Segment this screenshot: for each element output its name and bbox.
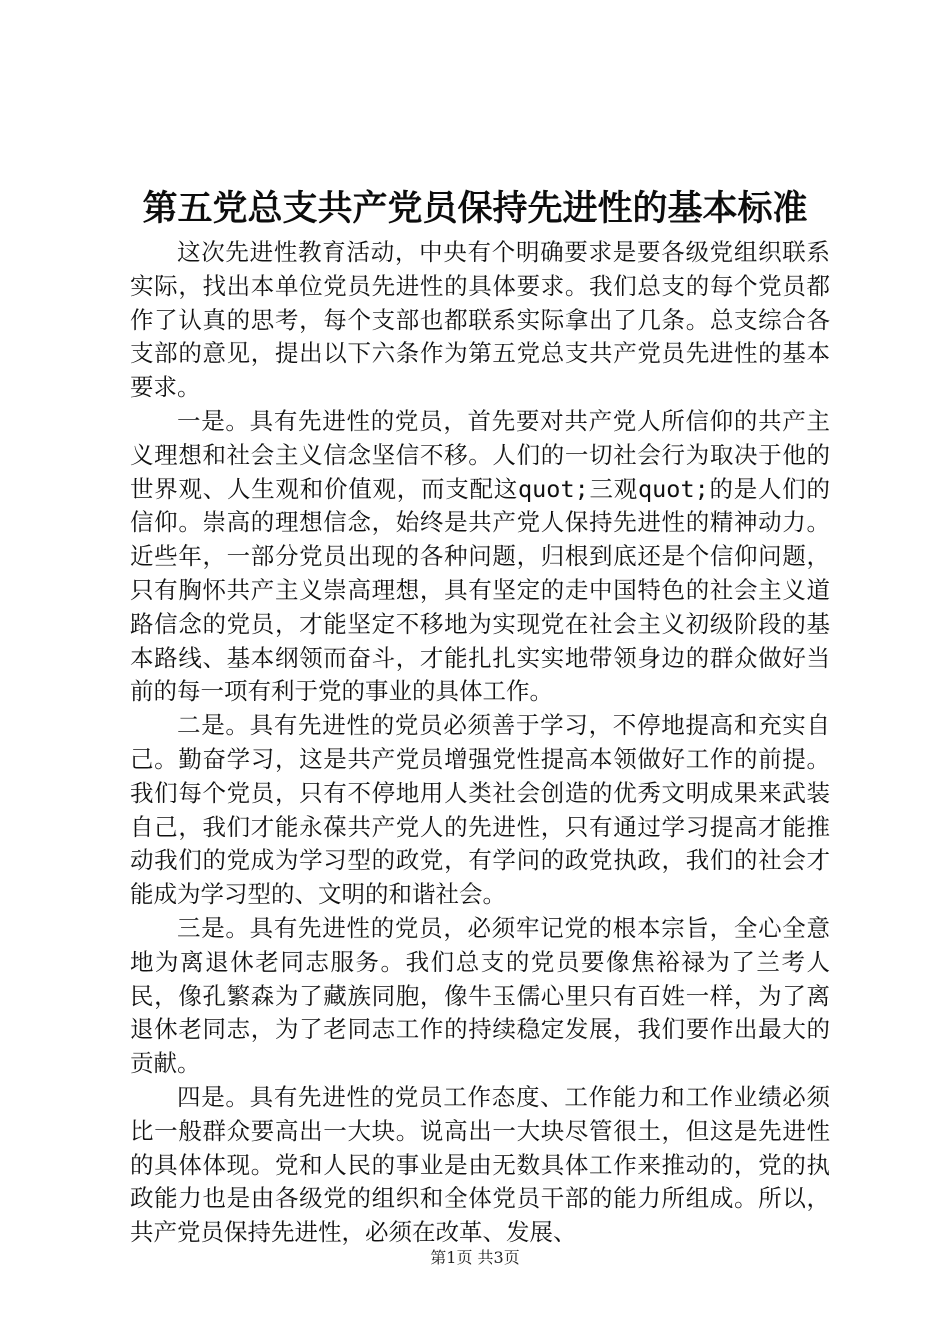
paragraph-point-3: 三是。具有先进性的党员，必须牢记党的根本宗旨，全心全意地为离退休老同志服务。我们总支的党员要像焦裕禄为了兰考人民，像孔繁森为了藏族同胞，像牛玉儒心里只有百姓一样，为了离退休老同志，为了老同志工作的持续稳定发展，我们要作出最大的贡献。 bbox=[130, 913, 830, 1078]
document-body bbox=[130, 236, 830, 1250]
paragraph-point-1: 一是。具有先进性的党员，首先要对共产党人所信仰的共产主义理想和社会主义信念坚信不移。人们的一切社会行为取决于他的世界观、人生观和价值观，而支配这quot;三观quot;的是人们的信仰。崇高的理想信念，始终是共产党人保持先进性的精神动力。近些年，一部分党员出现的各种问题，归根到底还是个信仰问题，只有胸怀共产主义崇高理想，具有坚定的走中国特色的社会主义道路信念的党员，才能坚定不移地为实现党在社会主义初级阶段的基本路线、基本纲领而奋斗，才能扎扎实实地带领身边的群众做好当前的每一项有利于党的事业的具体工作。 bbox=[130, 406, 830, 706]
paragraph-intro: 这次先进性教育活动，中央有个明确要求是要各级党组织联系实际，找出本单位党员先进性的具体要求。我们总支的每个党员都作了认真的思考，每个支部也都联系实际拿出了几条。总支综合各支部的意见，提出以下六条作为第五党总支共产党员先进性的基本要求。 bbox=[130, 238, 830, 402]
paragraph-point-4: 四是。具有先进性的党员工作态度、工作能力和工作业绩必须比一般群众要高出一大块。说高出一大块尽管很土，但这是先进性的具体体现。党和人民的事业是由无数具体工作来推动的，党的执政能力也是由各级党的组织和全体党员干部的能力所组成。所以，共产党员保持先进性，必须在改革、发展、 bbox=[130, 1082, 830, 1247]
paragraph-point-2: 二是。具有先进性的党员必须善于学习，不停地提高和充实自己。勤奋学习，这是共产党员增强党性提高本领做好工作的前提。我们每个党员，只有不停地用人类社会创造的优秀文明成果来武装自己，我们才能永葆共产党人的先进性，只有通过学习提高才能推动我们的党成为学习型的政党，有学问的政党执政，我们的社会才能成为学习型的、文明的和谐社会。 bbox=[130, 711, 830, 909]
page-footer: 第1页 共3页 bbox=[430, 1248, 520, 1267]
document-title: 第五党总支共产党员保持先进性的基本标准 bbox=[142, 188, 808, 229]
